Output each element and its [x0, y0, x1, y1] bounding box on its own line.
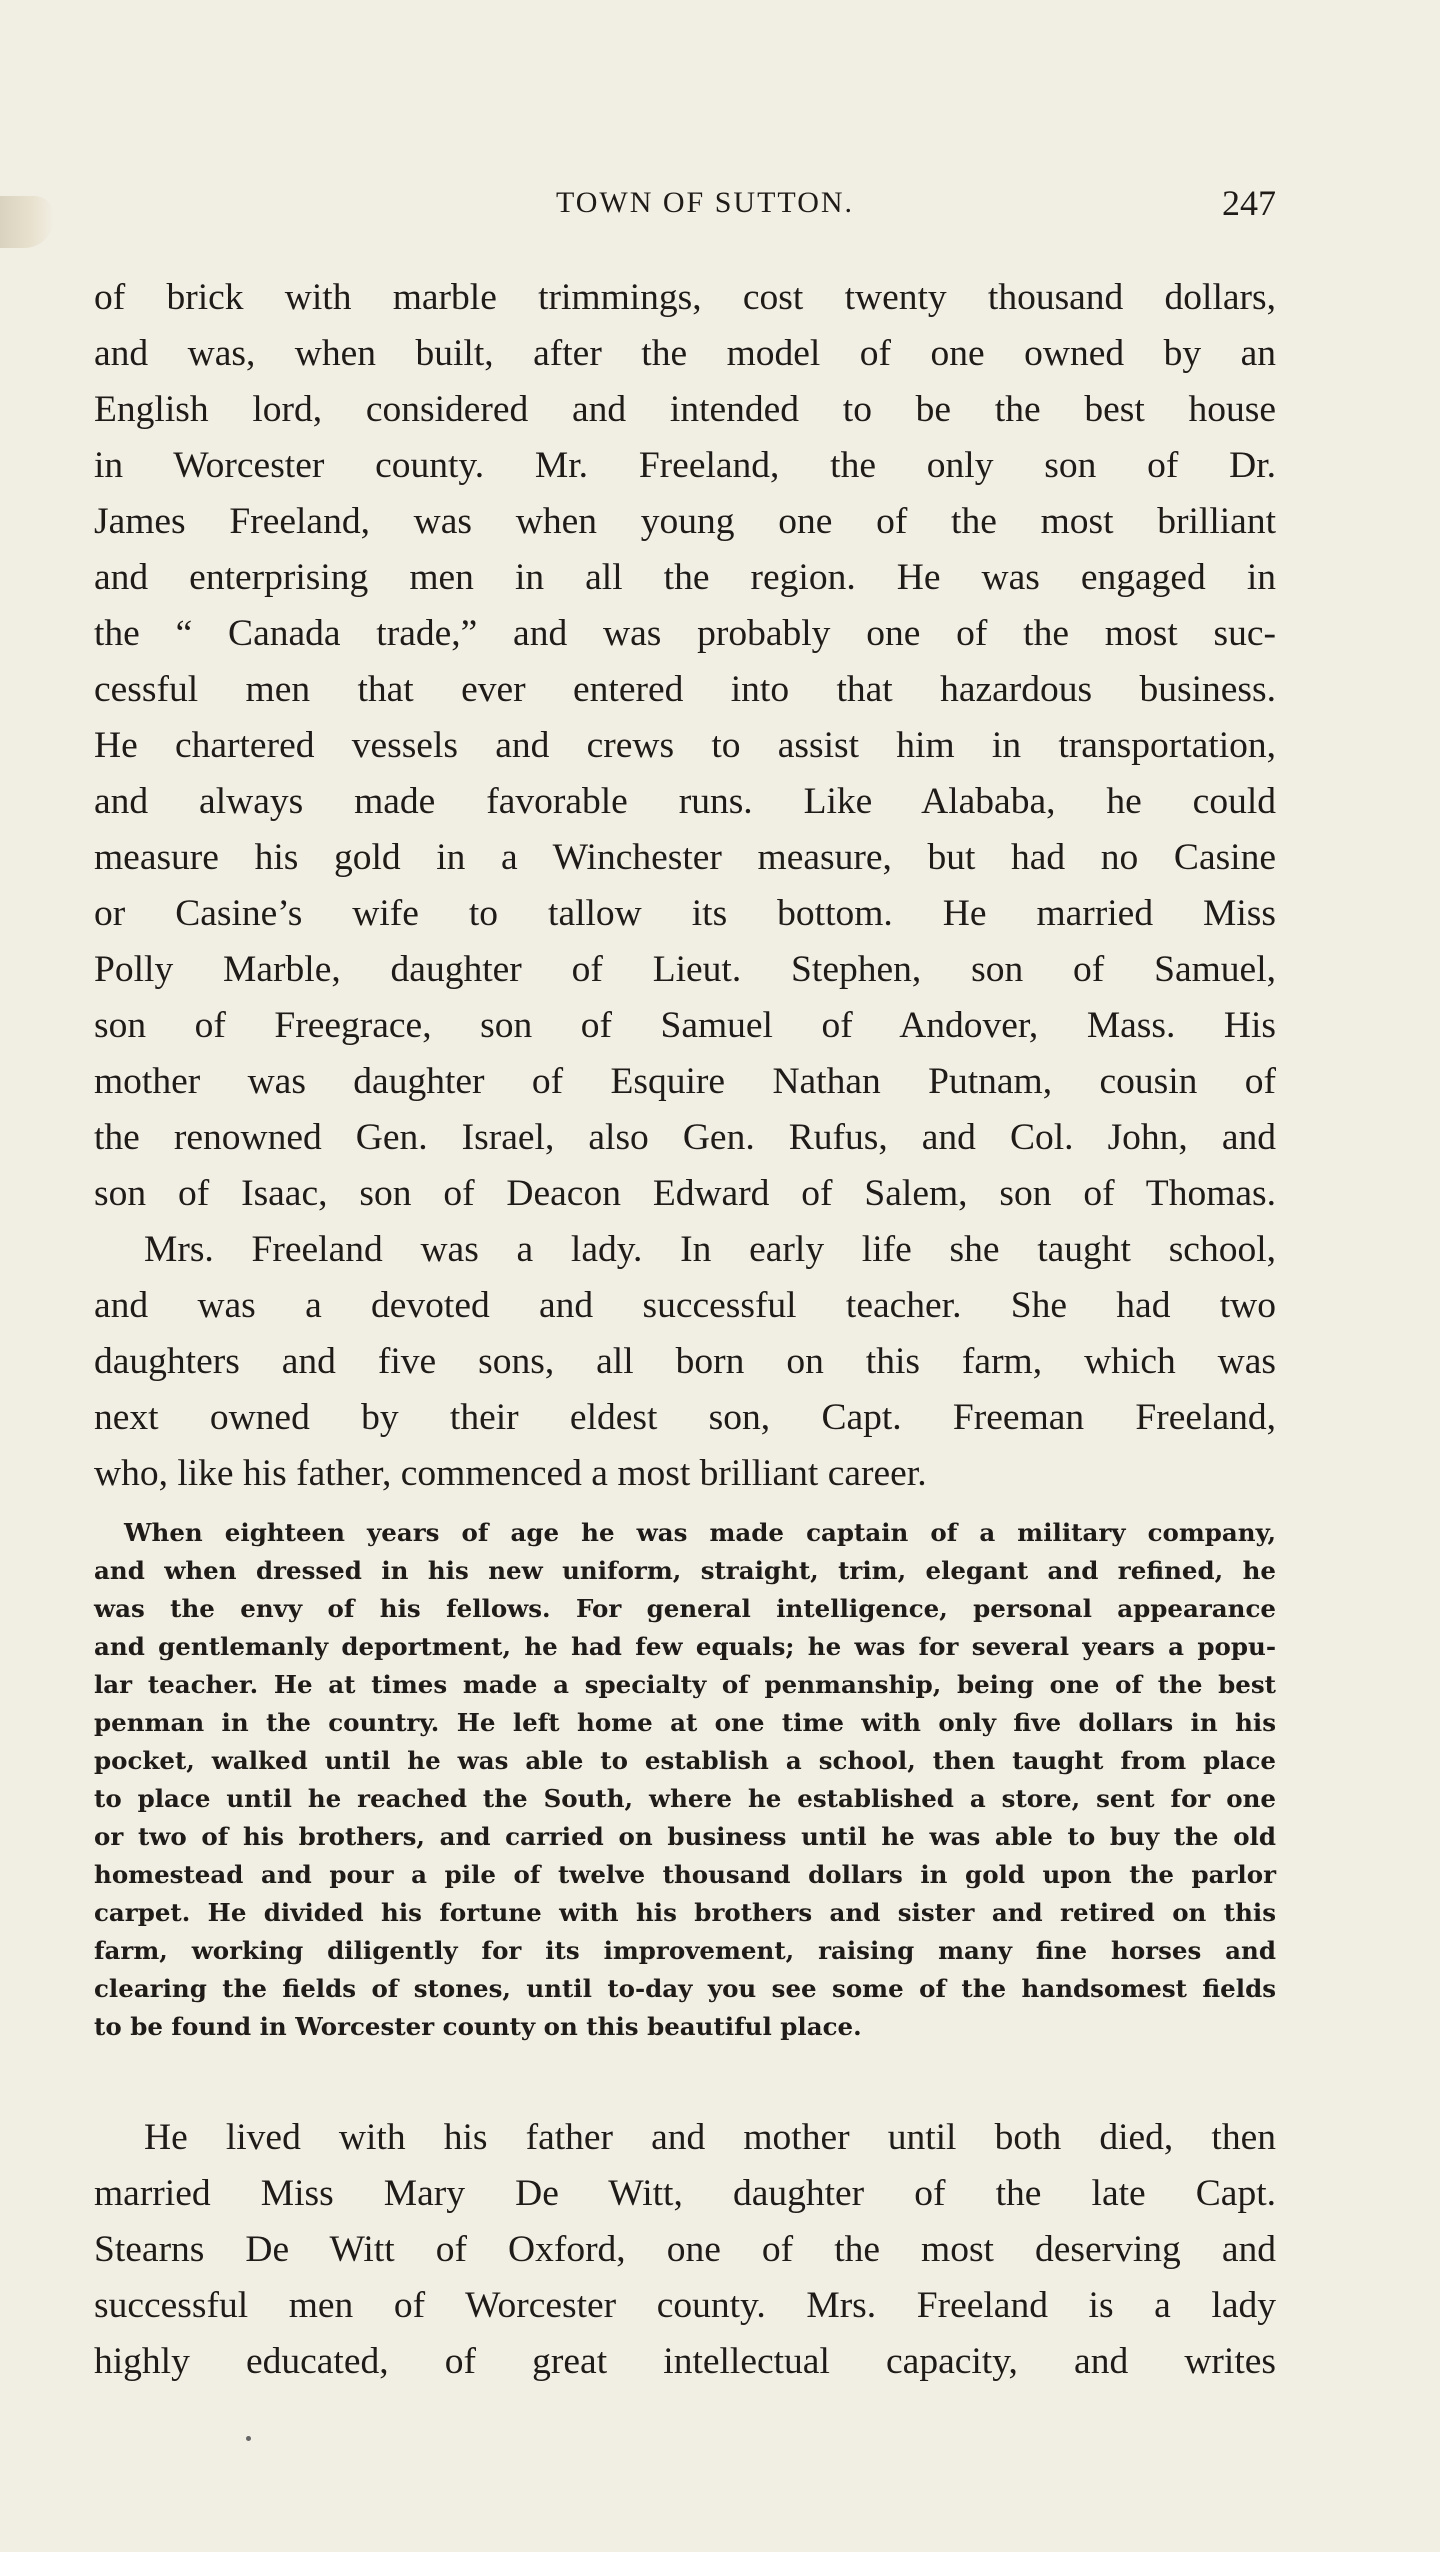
small-text-line: pocket, walked until he was able to establish a school, then taught from place — [94, 1746, 1276, 1775]
small-text-line: carpet. He divided his fortune with his brothers and sister and retired on this — [94, 1898, 1276, 1927]
text-line: mother was daughter of Esquire Nathan Putnam, cousin of — [94, 1061, 1276, 1102]
text-line: He lived with his father and mother until both died, then — [144, 2117, 1276, 2158]
text-line: Stearns De Witt of Oxford, one of the most deserving and — [94, 2229, 1276, 2270]
text-line: highly educated, of great intellectual capacity, and writes — [94, 2341, 1276, 2382]
text-line: the “ Canada trade,” and was probably one of the most suc- — [94, 613, 1276, 654]
text-line: measure his gold in a Winchester measure, but had no Casine — [94, 837, 1276, 878]
text-line: next owned by their eldest son, Capt. Freeman Freeland, — [94, 1397, 1276, 1438]
running-title: TOWN OF SUTTON. — [555, 186, 855, 219]
page-header — [94, 182, 1276, 232]
small-text-line: to be found in Worcester county on this beautiful place. — [94, 2012, 862, 2041]
small-text-line: to place until he reached the South, where he established a store, sent for one — [94, 1784, 1276, 1813]
text-line: married Miss Mary De Witt, daughter of the late Capt. — [94, 2173, 1276, 2214]
small-text-line: or two of his brothers, and carried on business until he was able to buy the old — [94, 1822, 1276, 1851]
small-text-line: farm, working diligently for its improvement, raising many fine horses and — [94, 1936, 1276, 1965]
text-line: in Worcester county. Mr. Freeland, the only son of Dr. — [94, 445, 1276, 486]
text-line: English lord, considered and intended to be the best house — [94, 389, 1276, 430]
page-number: 247 — [1222, 183, 1276, 223]
text-line: He chartered vessels and crews to assist him in transportation, — [94, 725, 1276, 766]
small-text-line: and gentlemanly deportment, he had few equals; he was for several years a popu- — [94, 1632, 1276, 1661]
small-text-line: was the envy of his fellows. For general intelligence, personal appearance — [94, 1594, 1276, 1623]
page-edge-stain — [0, 196, 54, 248]
text-line: Mrs. Freeland was a lady. In early life she taught school, — [144, 1229, 1276, 1270]
small-text-line: homestead and pour a pile of twelve thousand dollars in gold upon the parlor — [94, 1860, 1276, 1889]
text-line: successful men of Worcester county. Mrs. Freeland is a lady — [94, 2285, 1276, 2326]
text-line: son of Freegrace, son of Samuel of Andover, Mass. His — [94, 1005, 1276, 1046]
text-line: and always made favorable runs. Like Alababa, he could — [94, 781, 1276, 822]
text-line: and was, when built, after the model of one owned by an — [94, 333, 1276, 374]
small-text-line: clearing the fields of stones, until to-day you see some of the handsomest fields — [94, 1974, 1276, 2003]
small-text-line: lar teacher. He at times made a specialty of penmanship, being one of the best — [94, 1670, 1276, 1699]
text-line: Polly Marble, daughter of Lieut. Stephen, son of Samuel, — [94, 949, 1276, 990]
small-text-line: penman in the country. He left home at one time with only five dollars in his — [94, 1708, 1276, 1737]
small-text-line: When eighteen years of age he was made captain of a military company, — [124, 1518, 1276, 1547]
text-line: and was a devoted and successful teacher. She had two — [94, 1285, 1276, 1326]
text-line: the renowned Gen. Israel, also Gen. Rufus, and Col. John, and — [94, 1117, 1276, 1158]
text-line: son of Isaac, son of Deacon Edward of Salem, son of Thomas. — [94, 1173, 1276, 1214]
text-line: cessful men that ever entered into that hazardous business. — [94, 669, 1276, 710]
ink-speck — [246, 2436, 251, 2441]
text-line: daughters and five sons, all born on this farm, which was — [94, 1341, 1276, 1382]
text-line: James Freeland, was when young one of the most brilliant — [94, 501, 1276, 542]
small-text-line: and when dressed in his new uniform, straight, trim, elegant and refined, he — [94, 1556, 1276, 1585]
text-line: who, like his father, commenced a most brilliant career. — [94, 1453, 927, 1494]
text-line: or Casine’s wife to tallow its bottom. He married Miss — [94, 893, 1276, 934]
text-line: of brick with marble trimmings, cost twenty thousand dollars, — [94, 277, 1276, 318]
text-line: and enterprising men in all the region. He was engaged in — [94, 557, 1276, 598]
